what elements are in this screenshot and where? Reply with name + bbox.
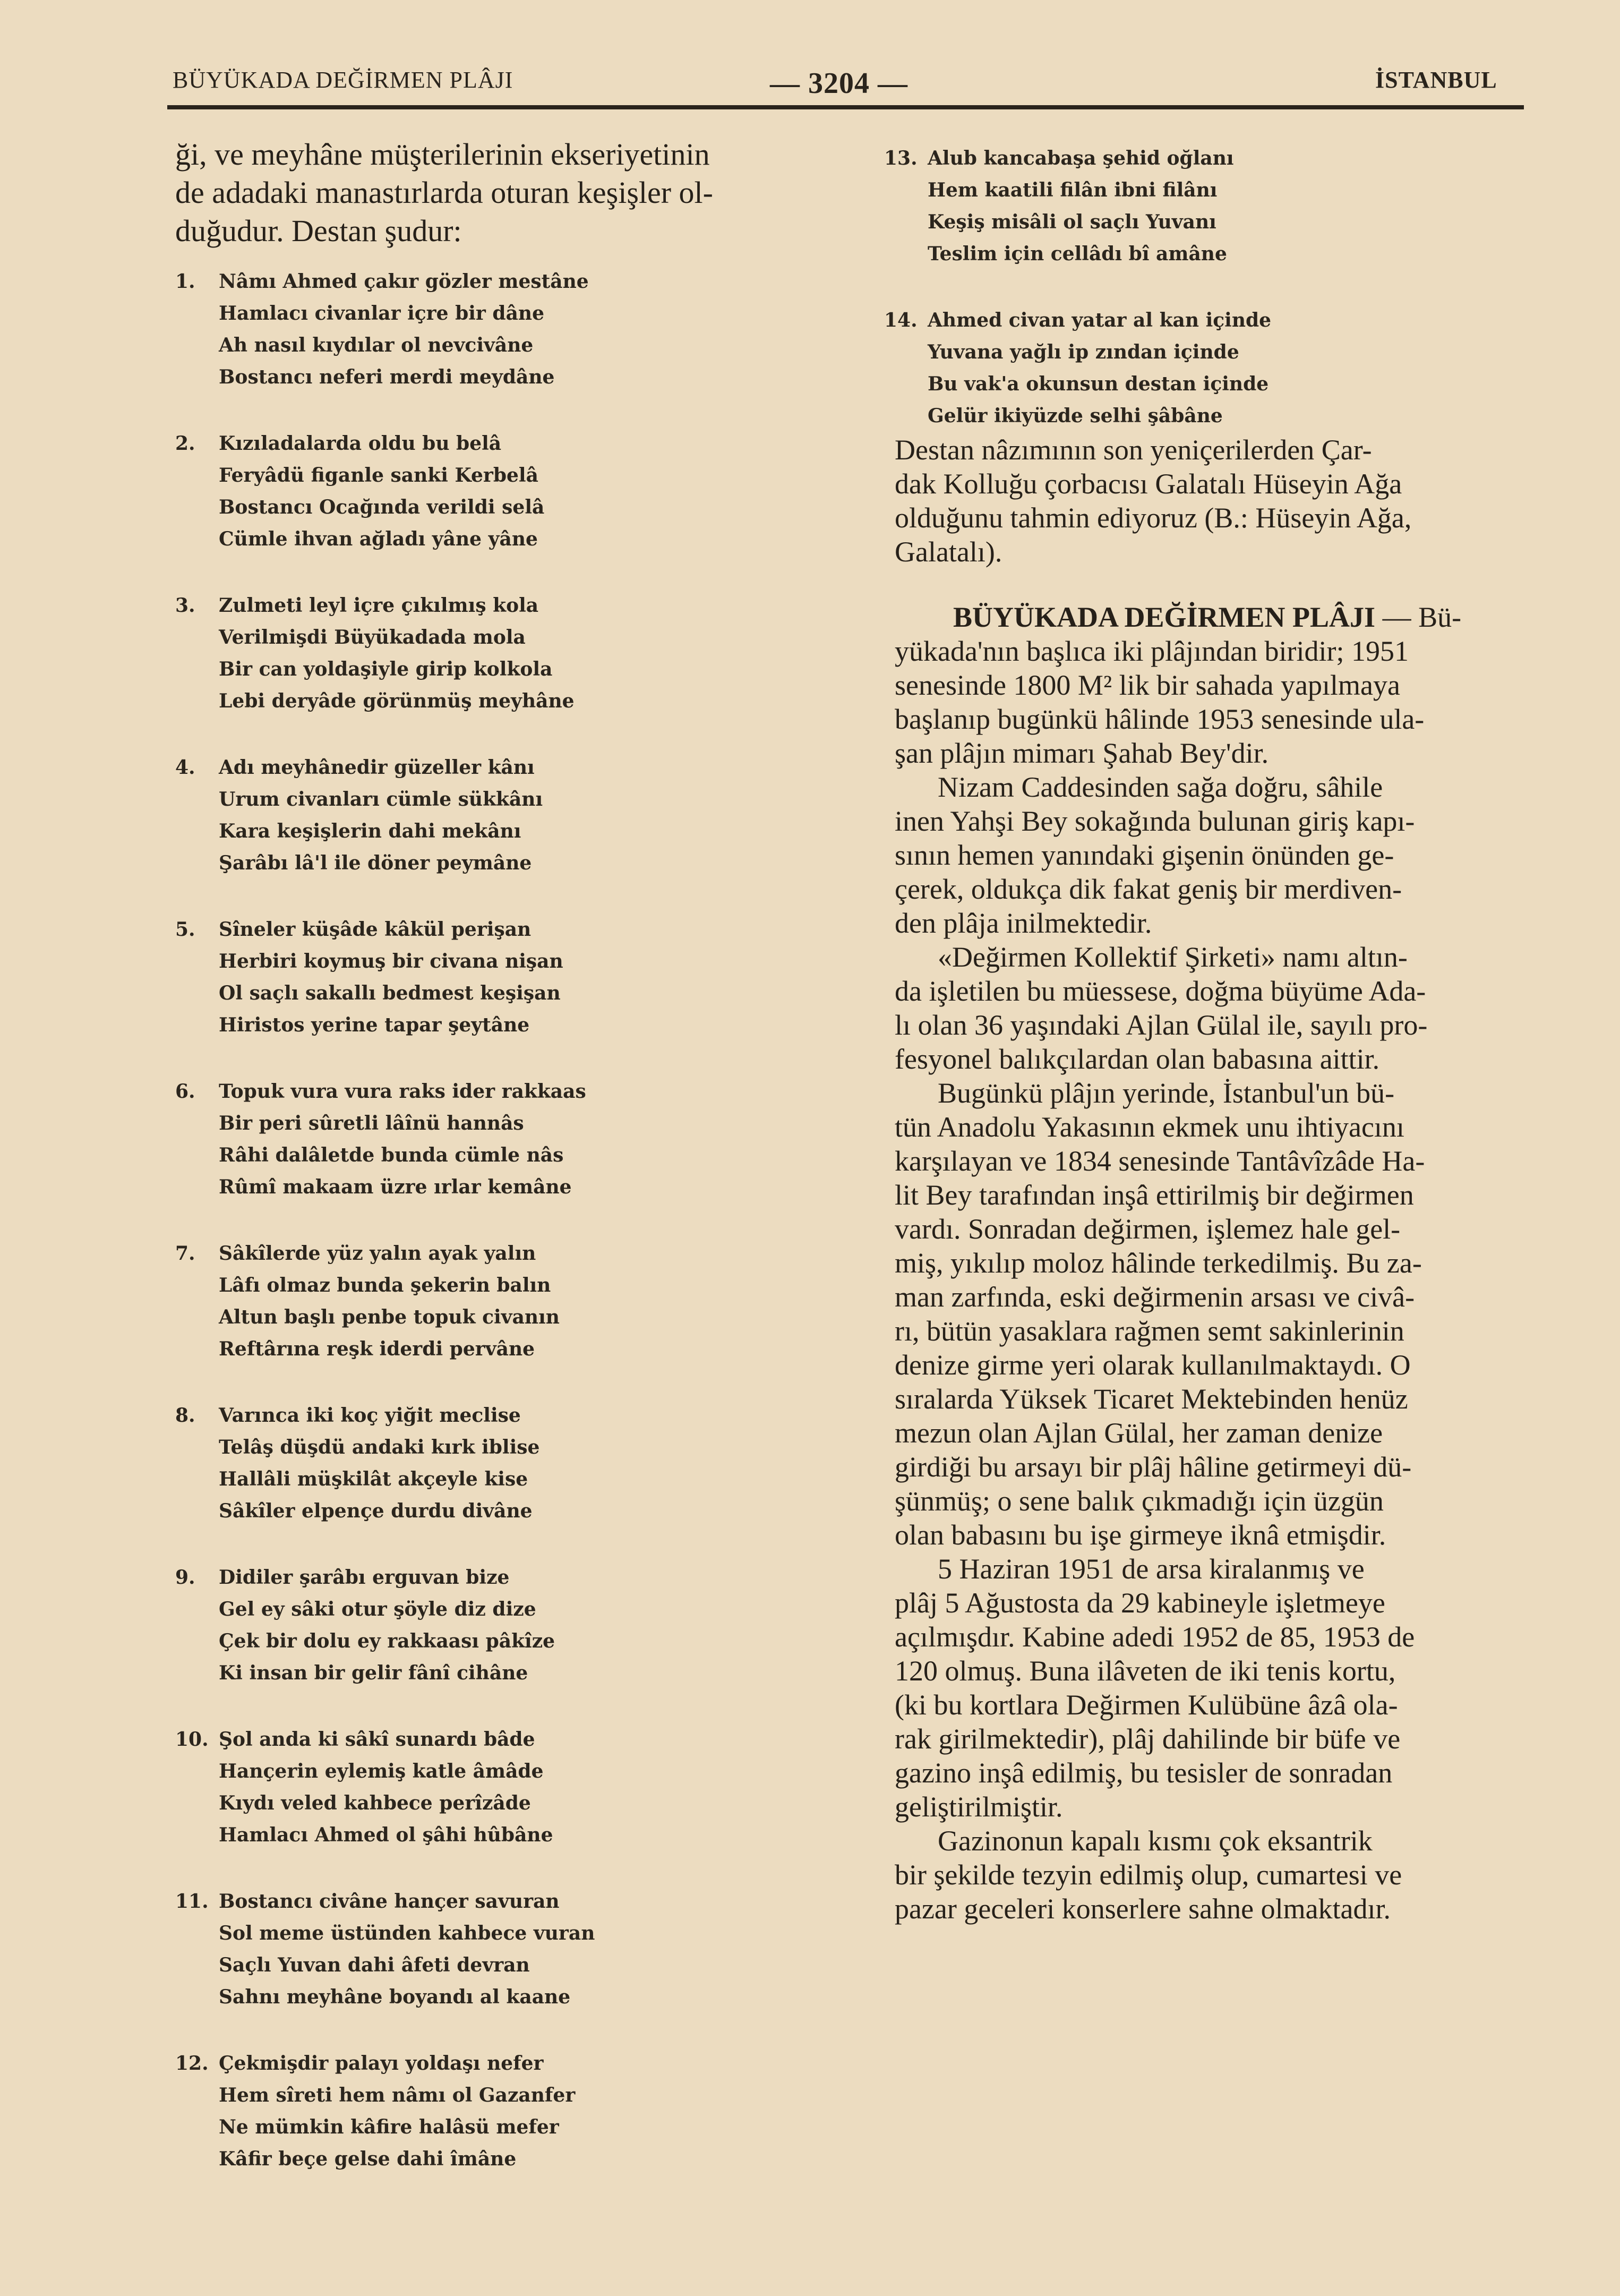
verse-line: Kara keşişlerin dahi mekânı xyxy=(219,820,521,842)
verse-line: Topuk vura vura raks ider rakkaas xyxy=(219,1080,586,1103)
verse-line: Gelür ikiyüzde selhi şâbâne xyxy=(928,405,1223,427)
verse-line: Feryâdü figanle sanki Kerbelâ xyxy=(219,464,538,486)
intro-paragraph xyxy=(175,135,834,250)
verse-line: Ol saçlı sakallı bedmest keşişan xyxy=(219,982,561,1004)
text-line: fesyonel balıkçılardan olan babasına aittir. xyxy=(895,1043,1380,1075)
stanza-lines xyxy=(219,428,544,555)
article-heading: BÜYÜKADA DEĞİRMEN PLÂJI xyxy=(953,601,1376,633)
verse-line: Herbiri koymuş bir civana nişan xyxy=(219,950,563,972)
text-line: geliştirilmiştir. xyxy=(895,1791,1063,1823)
verse-line: Sâkîlerde yüz yalın ayak yalın xyxy=(219,1242,536,1265)
page-number: — 3204 — xyxy=(770,67,908,100)
verse-line: Altun başlı penbe topuk civanın xyxy=(219,1306,560,1328)
article-heading-rest: — Bü- xyxy=(1375,601,1462,633)
text-line: miş, yıkılıp moloz hâlinde terkedilmiş. Bu za- xyxy=(895,1247,1422,1279)
header-rule xyxy=(167,105,1229,109)
text-line: dak Kolluğu çorbacısı Galatalı Hüseyin Ağa xyxy=(895,468,1402,500)
verse-line: Bostancı neferi merdi meydâne xyxy=(219,366,555,388)
verse-line: Yuvana yağlı ip zından içinde xyxy=(928,341,1239,363)
verse-line: Rûmî makaam üzre ırlar kemâne xyxy=(219,1176,572,1198)
text-line: çerek, oldukça dik fakat geniş bir merdiven- xyxy=(895,873,1402,905)
stanza-lines xyxy=(219,266,589,393)
verse-line: Sol meme üstünden kahbece vuran xyxy=(219,1922,595,1944)
stanza-number: 11. xyxy=(175,1890,209,1913)
verse-line: Lâfı olmaz bunda şekerin balın xyxy=(219,1274,551,1296)
verse-line: Hamlacı Ahmed ol şâhi hûbâne xyxy=(219,1824,553,1846)
verse-line: Hallâli müşkilât akçeyle kise xyxy=(219,1468,528,1490)
stanza-lines xyxy=(928,304,1271,432)
text-line: mezun olan Ajlan Gülal, her zaman denize xyxy=(895,1417,1383,1449)
text-line: «Değirmen Kollektif Şirketi» namı altın- xyxy=(895,941,1408,973)
text-line: ği, ve meyhâne müşterilerinin ekseriyetinin xyxy=(175,137,710,172)
verse-line: Kıydı veled kahbece perîzâde xyxy=(219,1792,531,1814)
verse-line: Çekmişdir palayı yoldaşı nefer xyxy=(219,2052,544,2075)
text-line: şan plâjın mimarı Şahab Bey'dir. xyxy=(895,737,1269,769)
verse-line: Keşiş misâli ol saçlı Yuvanı xyxy=(928,211,1216,233)
stanza-lines xyxy=(219,2047,575,2175)
verse-line: Bostancı civâne hançer savuran xyxy=(219,1890,560,1913)
running-header-city: İSTANBUL xyxy=(1375,67,1497,93)
text-line: duğudur. Destan şudur: xyxy=(175,214,462,248)
stanza-number: 5. xyxy=(175,918,195,941)
stanza-lines xyxy=(219,1723,553,1851)
text-line: başlanıp bugünkü hâlinde 1953 senesinde ula- xyxy=(895,703,1425,735)
stanza-lines xyxy=(219,1076,586,1203)
stanza-number: 3. xyxy=(175,594,195,617)
running-header-title: BÜYÜKADA DEĞİRMEN PLÂJI xyxy=(173,67,513,93)
text-line: sıralarda Yüksek Ticaret Mektebinden henüz xyxy=(895,1383,1408,1415)
text-line: girdiği bu arsayı bir plâj hâline getirmeyi dü- xyxy=(895,1451,1412,1483)
text-line: lit Bey tarafından inşâ ettirilmiş bir değirmen xyxy=(895,1179,1414,1211)
text-line: denize girme yeri olarak kullanılmaktaydı. O xyxy=(895,1349,1411,1381)
verse-line: Reftârına reşk iderdi pervâne xyxy=(219,1338,535,1360)
verse-line: Şarâbı lâ'l ile döner peymâne xyxy=(219,852,532,874)
header-rule-right xyxy=(1227,105,1524,109)
text-line: senesinde 1800 M² lik bir sahada yapılmaya xyxy=(895,669,1400,701)
verse-line: Hançerin eylemiş katle âmâde xyxy=(219,1760,544,1782)
verse-line: Ah nasıl kıydılar ol nevcivâne xyxy=(219,334,534,356)
stanza-number: 6. xyxy=(175,1080,195,1103)
text-line: pazar geceleri konserlere sahne olmaktadır. xyxy=(895,1893,1391,1925)
stanza-number: 14. xyxy=(884,309,918,331)
text-line: de adadaki manastırlarda oturan keşişler ol- xyxy=(175,175,713,210)
verse-line: Bir can yoldaşiyle girip kolkola xyxy=(219,658,553,680)
stanza-number: 8. xyxy=(175,1404,195,1427)
verse-line: Verilmişdi Büyükadada mola xyxy=(219,626,526,648)
verse-line: Râhi dalâletde bunda cümle nâs xyxy=(219,1144,564,1166)
stanza-number: 2. xyxy=(175,432,195,455)
stanza-lines xyxy=(219,590,575,717)
text-line: sının hemen yanındaki gişenin önünden ge- xyxy=(895,839,1394,871)
text-line: man zarfında, eski değirmenin arsası ve civâ- xyxy=(895,1281,1415,1313)
verse-line: Cümle ihvan ağladı yâne yâne xyxy=(219,528,538,550)
text-line: rı, bütün yasaklara rağmen semt sakinlerinin xyxy=(895,1315,1404,1347)
verse-line: Kızıladalarda oldu bu belâ xyxy=(219,432,502,455)
destan-note xyxy=(895,433,1537,569)
stanza-lines xyxy=(219,1561,555,1689)
text-line: bir şekilde tezyin edilmiş olup, cumartesi ve xyxy=(895,1859,1402,1891)
text-line: Bugünkü plâjın yerinde, İstanbul'un bü- xyxy=(895,1077,1395,1109)
verse-line: Gel ey sâki otur şöyle diz dize xyxy=(219,1598,536,1620)
verse-line: Hamlacı civanlar içre bir dâne xyxy=(219,302,545,325)
verse-line: Hem kaatili filân ibni filânı xyxy=(928,179,1218,201)
stanza-number: 10. xyxy=(175,1728,209,1751)
article-body xyxy=(895,600,1537,1926)
text-line: karşılayan ve 1834 senesinde Tantâvîzâde Ha- xyxy=(895,1145,1425,1177)
verse-line: Hem sîreti hem nâmı ol Gazanfer xyxy=(219,2084,576,2106)
text-line: olan babasını bu işe girmeye iknâ etmişdir. xyxy=(895,1519,1386,1551)
verse-line: Lebi deryâde görünmüş meyhâne xyxy=(219,690,575,712)
article-lines xyxy=(895,634,1537,1926)
text-line: inen Yahşi Bey sokağında bulunan giriş kapı- xyxy=(895,805,1415,837)
verse-line: Çek bir dolu ey rakkaası pâkîze xyxy=(219,1630,555,1652)
verse-line: Hiristos yerine tapar şeytâne xyxy=(219,1014,530,1036)
text-line: rak girilmektedir), plâj dahilinde bir büfe ve xyxy=(895,1723,1401,1755)
verse-line: Varınca iki koç yiğit meclise xyxy=(219,1404,521,1427)
article-first-line xyxy=(895,600,1537,634)
text-line: plâj 5 Ağustosta da 29 kabineyle işletmeye xyxy=(895,1587,1385,1619)
verse-line: Alub kancabaşa şehid oğlanı xyxy=(928,147,1234,169)
verse-line: Bostancı Ocağında verildi selâ xyxy=(219,496,545,518)
stanza-lines xyxy=(928,142,1234,270)
verse-line: Sâkîler elpençe durdu divâne xyxy=(219,1500,533,1522)
verse-line: Nâmı Ahmed çakır gözler mestâne xyxy=(219,270,589,293)
text-line: olduğunu tahmin ediyoruz (B.: Hüseyin Ağa, xyxy=(895,502,1412,534)
stanza-number: 13. xyxy=(884,147,918,169)
text-line: Destan nâzımının son yeniçerilerden Çar- xyxy=(895,434,1372,466)
verse-line: Ki insan bir gelir fânî cihâne xyxy=(219,1662,528,1684)
stanza-number: 7. xyxy=(175,1242,195,1265)
verse-line: Zulmeti leyl içre çıkılmış kola xyxy=(219,594,539,617)
text-line: tün Anadolu Yakasının ekmek unu ihtiyacını xyxy=(895,1111,1404,1143)
verse-line: Didiler şarâbı erguvan bize xyxy=(219,1566,510,1589)
verse-line: Bu vak'a okunsun destan içinde xyxy=(928,373,1269,395)
verse-line: Ne mümkin kâfire halâsü mefer xyxy=(219,2116,559,2138)
stanza-lines xyxy=(219,1885,595,2013)
text-line: den plâja inilmektedir. xyxy=(895,907,1152,939)
stanza-number: 9. xyxy=(175,1566,195,1589)
stanza-lines xyxy=(219,914,563,1041)
text-line: şünmüş; o sene balık çıkmadığı için üzgün xyxy=(895,1485,1384,1517)
verse-line: Şol anda ki sâkî sunardı bâde xyxy=(219,1728,535,1751)
text-line: Gazinonun kapalı kısmı çok eksantrik xyxy=(895,1825,1373,1857)
text-line: da işletilen bu müessese, doğma büyüme Ada- xyxy=(895,975,1426,1007)
verse-line: Kâfir beçe gelse dahi îmâne xyxy=(219,2148,517,2170)
text-line: lı olan 36 yaşındaki Ajlan Gülal ile, sayılı pro- xyxy=(895,1009,1428,1041)
stanza-lines xyxy=(219,752,543,879)
stanza-lines xyxy=(219,1399,539,1527)
verse-line: Sîneler küşâde kâkül perişan xyxy=(219,918,532,941)
verse-line: Bir peri sûretli lâînü hannâs xyxy=(219,1112,524,1134)
text-line: 5 Haziran 1951 de arsa kiralanmış ve xyxy=(895,1553,1365,1585)
text-line: Nizam Caddesinden sağa doğru, sâhile xyxy=(895,771,1383,803)
text-line: yükada'nın başlıca iki plâjından biridir; 1951 xyxy=(895,635,1409,667)
stanza-number: 12. xyxy=(175,2052,209,2075)
stanza-number: 1. xyxy=(175,270,195,293)
text-line: 120 olmuş. Buna ilâveten de iki tenis kortu, xyxy=(895,1655,1396,1687)
text-line: vardı. Sonradan değirmen, işlemez hale gel- xyxy=(895,1213,1401,1245)
verse-line: Telâş düşdü andaki kırk iblise xyxy=(219,1436,540,1458)
stanza-number: 4. xyxy=(175,756,195,779)
verse-line: Adı meyhânedir güzeller kânı xyxy=(219,756,535,779)
verse-line: Teslim için cellâdı bî amâne xyxy=(928,243,1227,265)
text-line: (ki bu kortlara Değirmen Kulübüne âzâ ola- xyxy=(895,1689,1398,1721)
text-line: Galatalı). xyxy=(895,536,1002,568)
verse-line: Ahmed civan yatar al kan içinde xyxy=(928,309,1272,331)
verse-line: Urum civanları cümle sükkânı xyxy=(219,788,543,810)
text-line: açılmışdır. Kabine adedi 1952 de 85, 1953 de xyxy=(895,1621,1415,1653)
verse-line: Sahnı meyhâne boyandı al kaane xyxy=(219,1986,571,2008)
stanza-lines xyxy=(219,1237,560,1365)
text-line: gazino inşâ edilmiş, bu tesisler de sonradan xyxy=(895,1757,1393,1789)
verse-line: Saçlı Yuvan dahi âfeti devran xyxy=(219,1954,530,1976)
